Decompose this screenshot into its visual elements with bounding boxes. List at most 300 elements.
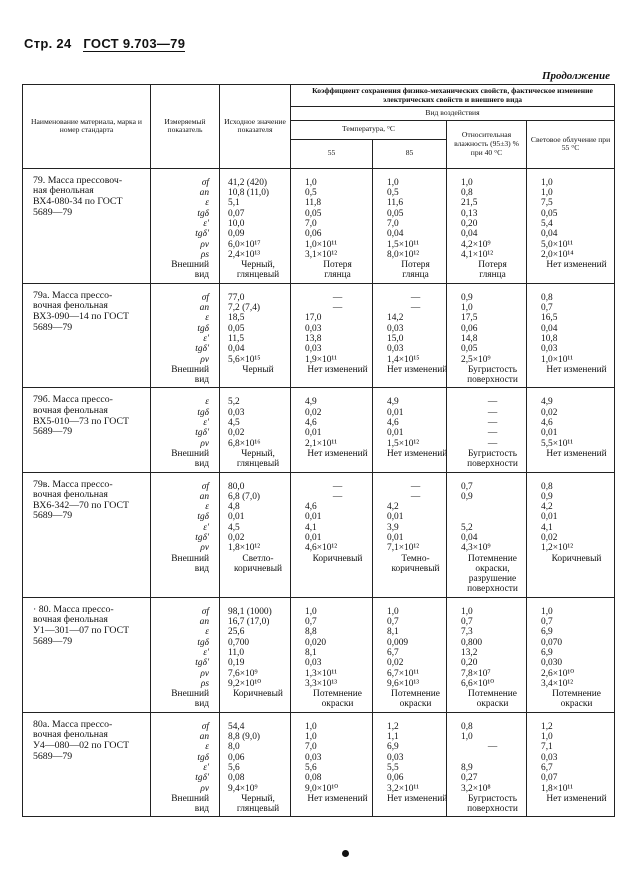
temp55-cell: [291, 597, 373, 712]
cell-line: tgδ′: [195, 428, 209, 439]
cell-line: 4,1: [541, 522, 553, 533]
cell-line: 2,1×10¹¹: [305, 438, 338, 449]
cell-line: Темно-: [401, 553, 430, 564]
cell-line: вид: [194, 270, 209, 281]
cell-line: 1,5×10¹¹: [387, 239, 420, 250]
light-cell: [527, 597, 615, 712]
material-cell: [23, 388, 151, 472]
cell-line: 15,0: [387, 333, 404, 344]
cell-line: ε: [205, 313, 209, 324]
cell-line: ε: [205, 198, 209, 209]
initial-value-cell: [220, 283, 291, 388]
col-light: Световое облучение при 55 °С: [527, 120, 615, 168]
cell-line: Нет изменений: [387, 364, 448, 375]
cell-line: Нет изменений: [387, 793, 448, 804]
cell-line: ВХ6-342—70 по ГОСТ: [33, 499, 129, 511]
cell-line: Нет изменений: [307, 793, 368, 804]
cell-line: 10,8: [541, 333, 558, 344]
cell-line: · 80. Масса прессо-: [33, 603, 114, 615]
cell-line: ρs: [200, 249, 209, 260]
cell-line: 9,4×10⁹: [228, 783, 258, 794]
cell-line: 0,01: [228, 512, 245, 523]
cell-line: 6,9: [541, 627, 553, 638]
cell-line: aп: [199, 188, 209, 199]
cell-line: 0,03: [305, 323, 322, 334]
cell-line: 5689—79: [33, 750, 73, 762]
indicator-cell: [151, 712, 220, 817]
cell-line: 1,0: [541, 606, 553, 617]
cell-line: 17,5: [461, 313, 478, 324]
cell-line: 0,02: [228, 428, 245, 439]
cell-line: 1,4×10¹⁵: [387, 354, 420, 365]
cell-line: коричневый: [233, 563, 283, 574]
material-cell: [23, 712, 151, 817]
cell-line: 0,800: [461, 637, 483, 648]
cell-line: 4,2×10⁹: [461, 239, 491, 250]
cell-line: 0,8: [541, 292, 553, 303]
cell-line: σf: [201, 481, 209, 492]
cell-line: 0,03: [305, 658, 322, 669]
cell-line: вочная фенольная: [33, 489, 108, 501]
cell-line: ρv: [200, 668, 209, 679]
cell-line: 0,06: [305, 229, 322, 240]
cell-line: —: [487, 438, 498, 449]
cell-line: 6,7: [387, 647, 399, 658]
cell-line: 0,01: [541, 512, 558, 523]
cell-line: 0,02: [387, 658, 404, 669]
cell-line: 1,0: [305, 177, 317, 188]
cell-line: 1,2: [387, 721, 399, 732]
cell-line: [305, 804, 370, 814]
cell-line: tgδ′: [195, 229, 209, 240]
cell-line: 0,070: [541, 637, 563, 648]
cell-line: 4,1×10¹²: [461, 249, 494, 260]
col-coefficient: Коэффициент сохранения физико-механических свойств, фактическое изменение электрических свойств и внешнего вида: [291, 85, 615, 107]
cell-line: 5,1: [228, 198, 240, 209]
initial-value-cell: [220, 168, 291, 283]
cell-line: разрушение: [468, 574, 517, 585]
cell-line: вочная фенольная: [33, 405, 108, 417]
cell-line: вочная фенольная: [33, 729, 108, 741]
cell-line: σf: [201, 177, 209, 188]
cell-line: 2,0×10¹⁴: [541, 249, 574, 260]
cell-line: глянца: [402, 270, 429, 281]
cell-line: 7,8×10⁷: [461, 668, 491, 679]
cell-line: поверхности: [467, 584, 518, 595]
cell-line: вочная фенольная: [33, 300, 108, 312]
cell-line: 7,1×10¹²: [387, 543, 420, 554]
cell-line: 1,0: [541, 732, 553, 743]
cell-line: 0,05: [541, 208, 558, 219]
cell-line: ε′: [203, 218, 209, 229]
cell-line: 3,2×10¹¹: [387, 783, 420, 794]
cell-line: Потеря: [401, 260, 430, 271]
cell-line: 4,6×10¹²: [305, 543, 338, 554]
cell-line: 0,03: [541, 752, 558, 763]
cell-line: 1,3×10¹¹: [305, 668, 338, 679]
cell-line: 1,0: [461, 177, 473, 188]
cell-line: 1,0: [461, 303, 473, 314]
cell-line: 0,01: [387, 407, 404, 418]
cell-line: 5689—79: [33, 635, 73, 647]
cell-line: [541, 270, 612, 280]
cell-line: окраски: [399, 699, 432, 710]
cell-line: 2,4×10¹³: [228, 249, 261, 260]
cell-line: 0,05: [228, 323, 245, 334]
cell-line: —: [487, 742, 498, 753]
cell-line: ε: [205, 742, 209, 753]
cell-line: коричневый: [391, 563, 440, 574]
cell-line: 6,7: [541, 762, 553, 773]
cell-line: 5689—79: [33, 426, 73, 438]
cell-line: 10,0: [228, 218, 245, 229]
cell-line: 1,0: [305, 732, 317, 743]
cell-line: 0,01: [387, 428, 404, 439]
cell-line: Нет изменений: [307, 364, 368, 375]
cell-line: 1,0: [387, 177, 399, 188]
cell-line: 4,2: [387, 502, 399, 513]
cell-line: tgδ′: [195, 773, 209, 784]
cell-line: [541, 804, 612, 814]
light-cell: [527, 388, 615, 472]
cell-line: 1,0: [387, 606, 399, 617]
cell-line: Потеря: [478, 260, 507, 271]
cell-line: 0,7: [387, 617, 399, 628]
initial-value-cell: [220, 472, 291, 597]
cell-line: 5,2: [461, 522, 473, 533]
cell-line: Черный,: [241, 448, 275, 459]
cell-line: 4,6: [305, 418, 317, 429]
cell-line: 0,04: [541, 229, 558, 240]
cell-line: Потемнение: [468, 689, 517, 700]
col-material: Наименование материала, марка и номер стандарта: [23, 85, 151, 169]
cell-line: tgδ′: [195, 532, 209, 543]
humidity-cell: [447, 597, 527, 712]
cell-line: 1,2×10¹²: [541, 543, 574, 554]
cell-line: 4,3×10⁹: [461, 543, 491, 554]
col-temperature: Температура, °С: [291, 120, 447, 139]
cell-line: ρv: [200, 438, 209, 449]
cell-line: 5,6: [305, 762, 317, 773]
temp85-cell: [373, 712, 447, 817]
cell-line: 0,20: [461, 658, 478, 669]
cell-line: [461, 512, 524, 522]
cell-line: [461, 753, 524, 763]
col-t55: 55: [291, 139, 373, 168]
cell-line: Внешний: [171, 793, 209, 804]
cell-line: 6,6×10¹⁰: [461, 678, 494, 689]
cell-line: Нет изменений: [546, 260, 607, 271]
temp85-cell: [373, 472, 447, 597]
indicator-cell: [151, 388, 220, 472]
initial-value-cell: [220, 712, 291, 817]
cell-line: —: [332, 481, 343, 492]
cell-line: 13,8: [305, 333, 322, 344]
cell-line: tgδ: [197, 323, 209, 334]
cell-line: 6,9: [387, 742, 399, 753]
cell-line: 4,9: [541, 397, 553, 408]
cell-line: ВХ5-010—73 по ГОСТ: [33, 415, 129, 427]
cell-line: tgδ′: [195, 658, 209, 669]
cell-line: 16,7 (17,0): [228, 617, 270, 628]
cell-line: 4,9: [305, 397, 317, 408]
cell-line: 0,7: [305, 617, 317, 628]
cell-line: 0,8: [461, 188, 473, 199]
cell-line: 8,8: [305, 627, 317, 638]
cell-line: 5,6: [228, 762, 240, 773]
cell-line: Внешний: [171, 448, 209, 459]
cell-line: 4,6: [541, 418, 553, 429]
cell-line: Нет изменений: [546, 793, 607, 804]
cell-line: 8,1: [305, 647, 317, 658]
cell-line: [228, 375, 288, 385]
cell-line: —: [487, 407, 498, 418]
cell-line: [228, 699, 288, 709]
cell-line: вид: [194, 699, 209, 710]
cell-line: 4,6: [387, 418, 399, 429]
cell-line: 25,6: [228, 627, 245, 638]
cell-line: 80а. Масса прессо-: [33, 718, 113, 730]
col-initial: Исходное значение показателя: [220, 85, 291, 169]
cell-line: ρv: [200, 239, 209, 250]
cell-line: 0,19: [228, 658, 245, 669]
table-row: [23, 472, 615, 597]
temp55-cell: [291, 712, 373, 817]
cell-line: 7,2 (7,4): [228, 303, 261, 314]
cell-line: 0,7: [541, 303, 553, 314]
cell-line: aп: [199, 303, 209, 314]
cell-line: Потемнение: [391, 689, 440, 700]
cell-line: 0,8: [461, 721, 473, 732]
cell-line: 7,3: [461, 627, 473, 638]
material-cell: [23, 168, 151, 283]
cell-line: aп: [199, 491, 209, 502]
cell-line: —: [410, 491, 421, 502]
cell-line: 0,9: [461, 292, 473, 303]
cell-line: 1,0×10¹¹: [541, 354, 574, 365]
cell-line: ε′: [203, 418, 209, 429]
cell-line: 0,5: [305, 188, 317, 199]
cell-line: aп: [199, 732, 209, 743]
cell-line: 7,6×10⁹: [228, 668, 258, 679]
cell-line: 0,9: [541, 491, 553, 502]
properties-table: [22, 84, 615, 817]
cell-line: 0,04: [541, 323, 558, 334]
page-mark: [342, 850, 349, 857]
cell-line: окраски,: [475, 563, 510, 574]
cell-line: 11,8: [305, 198, 322, 209]
cell-line: 0,700: [228, 637, 250, 648]
cell-line: 5689—79: [33, 510, 73, 522]
cell-line: tgδ: [197, 208, 209, 219]
table-row: [23, 283, 615, 388]
cell-line: У1—301—07 по ГОСТ: [33, 624, 130, 636]
cell-line: [305, 459, 370, 469]
cell-line: —: [332, 491, 343, 502]
cell-line: ВХ3-090—14 по ГОСТ: [33, 310, 129, 322]
cell-line: 14,8: [461, 333, 478, 344]
cell-line: Бугристость: [468, 448, 517, 459]
cell-line: 0,03: [228, 407, 245, 418]
cell-line: ρv: [200, 354, 209, 365]
humidity-cell: [447, 712, 527, 817]
cell-line: 0,04: [387, 229, 404, 240]
cell-line: окраски: [560, 699, 593, 710]
cell-line: глянцевый: [236, 459, 280, 470]
cell-line: 0,03: [387, 344, 404, 355]
cell-line: aп: [199, 617, 209, 628]
cell-line: 1,0: [305, 606, 317, 617]
cell-line: 0,8: [541, 481, 553, 492]
cell-line: ε: [205, 627, 209, 638]
cell-line: 5,5: [387, 762, 399, 773]
cell-line: 0,05: [461, 344, 478, 355]
cell-line: 1,8×10¹¹: [541, 783, 574, 794]
cell-line: 3,3×10¹³: [305, 678, 338, 689]
cell-line: tgδ: [197, 407, 209, 418]
cell-line: Коричневый: [233, 689, 283, 700]
page-number: Стр. 24: [24, 36, 72, 51]
cell-line: 79б. Масса прессо-: [33, 394, 113, 406]
cell-line: 4,9: [387, 397, 399, 408]
temp85-cell: [373, 283, 447, 388]
cell-line: tgδ′: [195, 344, 209, 355]
temp85-cell: [373, 168, 447, 283]
cell-line: Нет изменений: [307, 448, 368, 459]
cell-line: 3,4×10¹²: [541, 678, 574, 689]
cell-line: 8,9: [461, 762, 473, 773]
cell-line: 0,020: [305, 637, 327, 648]
table-row: [23, 168, 615, 283]
cell-line: окраски: [321, 699, 354, 710]
cell-line: 5,0×10¹¹: [541, 239, 574, 250]
cell-line: 0,05: [305, 208, 322, 219]
cell-line: 10,8 (11,0): [228, 188, 270, 199]
cell-line: 4,5: [228, 418, 240, 429]
cell-line: Потемнение: [468, 553, 517, 564]
cell-line: —: [487, 397, 498, 408]
humidity-cell: [447, 283, 527, 388]
cell-line: 0,04: [228, 344, 245, 355]
cell-line: У4—080—02 по ГОСТ: [33, 739, 130, 751]
cell-line: 1,0: [541, 188, 553, 199]
temp85-cell: [373, 388, 447, 472]
cell-line: 0,02: [228, 532, 245, 543]
cell-line: 0,9: [461, 491, 473, 502]
cell-line: [541, 564, 612, 574]
cell-line: 0,13: [461, 208, 478, 219]
light-cell: [527, 472, 615, 597]
cell-line: tgδ: [197, 512, 209, 523]
cell-line: 0,02: [541, 407, 558, 418]
cell-line: 8,8 (9,0): [228, 732, 261, 743]
cell-line: 4,5: [228, 522, 240, 533]
cell-line: 17,0: [305, 313, 322, 324]
light-cell: [527, 712, 615, 817]
cell-line: 1,1: [387, 732, 399, 743]
cell-line: 4,2: [541, 502, 553, 513]
cell-line: 0,04: [461, 532, 478, 543]
cell-line: Коричневый: [312, 553, 363, 564]
cell-line: 8,0: [228, 742, 240, 753]
cell-line: σf: [201, 721, 209, 732]
cell-line: 16,5: [541, 313, 558, 324]
cell-line: 11,6: [387, 198, 404, 209]
col-humidity: Относительная влажность (95±3) % при 40 °С: [447, 120, 527, 168]
cell-line: 0,08: [228, 773, 245, 784]
indicator-cell: [151, 283, 220, 388]
cell-line: 0,03: [305, 752, 322, 763]
cell-line: окраски: [476, 699, 509, 710]
cell-line: 0,08: [305, 773, 322, 784]
cell-line: 11,5: [228, 333, 245, 344]
cell-line: Черный,: [241, 793, 275, 804]
cell-line: Внешний: [171, 260, 209, 271]
cell-line: 14,2: [387, 313, 404, 324]
cell-line: 0,03: [541, 344, 558, 355]
cell-line: Черный,: [241, 260, 275, 271]
cell-line: 3,2×10⁸: [461, 783, 491, 794]
cell-line: вид: [194, 375, 209, 386]
cell-line: 41,2 (420): [228, 177, 268, 188]
cell-line: 80,0: [228, 481, 245, 492]
page-header: [24, 36, 193, 51]
standard-number: ГОСТ 9.703—79: [83, 36, 186, 51]
cell-line: Внешний: [171, 553, 209, 564]
cell-line: 0,20: [461, 218, 478, 229]
cell-line: 1,5×10¹²: [387, 438, 420, 449]
material-cell: [23, 597, 151, 712]
cell-line: 0,09: [228, 229, 245, 240]
cell-line: —: [332, 303, 343, 314]
cell-line: [387, 459, 444, 469]
cell-line: 79а. Масса прессо-: [33, 289, 113, 301]
cell-line: 0,02: [305, 407, 322, 418]
cell-line: Бугристость: [468, 364, 517, 375]
temp55-cell: [291, 168, 373, 283]
cell-line: ε: [205, 502, 209, 513]
cell-line: 0,009: [387, 637, 409, 648]
cell-line: 8,0×10¹²: [387, 249, 420, 260]
cell-line: 0,5: [387, 188, 399, 199]
cell-line: 1,0: [541, 177, 553, 188]
table-body: [23, 168, 615, 817]
cell-line: Потемнение: [313, 689, 362, 700]
cell-line: 11,0: [228, 647, 245, 658]
cell-line: поверхности: [467, 459, 518, 470]
cell-line: 0,04: [461, 229, 478, 240]
cell-line: ная фенольная: [33, 185, 94, 197]
cell-line: Нет изменений: [546, 364, 607, 375]
material-cell: [23, 472, 151, 597]
cell-line: 79. Масса прессовоч-: [33, 174, 123, 186]
cell-line: 5,5×10¹¹: [541, 438, 574, 449]
cell-line: Потемнение: [552, 689, 601, 700]
cell-line: Светло-: [242, 553, 274, 564]
cell-line: 0,030: [541, 658, 563, 669]
cell-line: 0,03: [387, 323, 404, 334]
cell-line: Коричневый: [551, 553, 602, 564]
table-head: [23, 85, 615, 169]
cell-line: 0,07: [228, 208, 245, 219]
cell-line: Черный: [242, 364, 274, 375]
cell-line: 2,6×10¹⁰: [541, 668, 574, 679]
cell-line: вид: [194, 804, 209, 815]
material-cell: [23, 283, 151, 388]
cell-line: 4,8: [228, 502, 240, 513]
cell-line: 13,2: [461, 647, 478, 658]
col-indicator: Измеряемый показатель: [151, 85, 220, 169]
